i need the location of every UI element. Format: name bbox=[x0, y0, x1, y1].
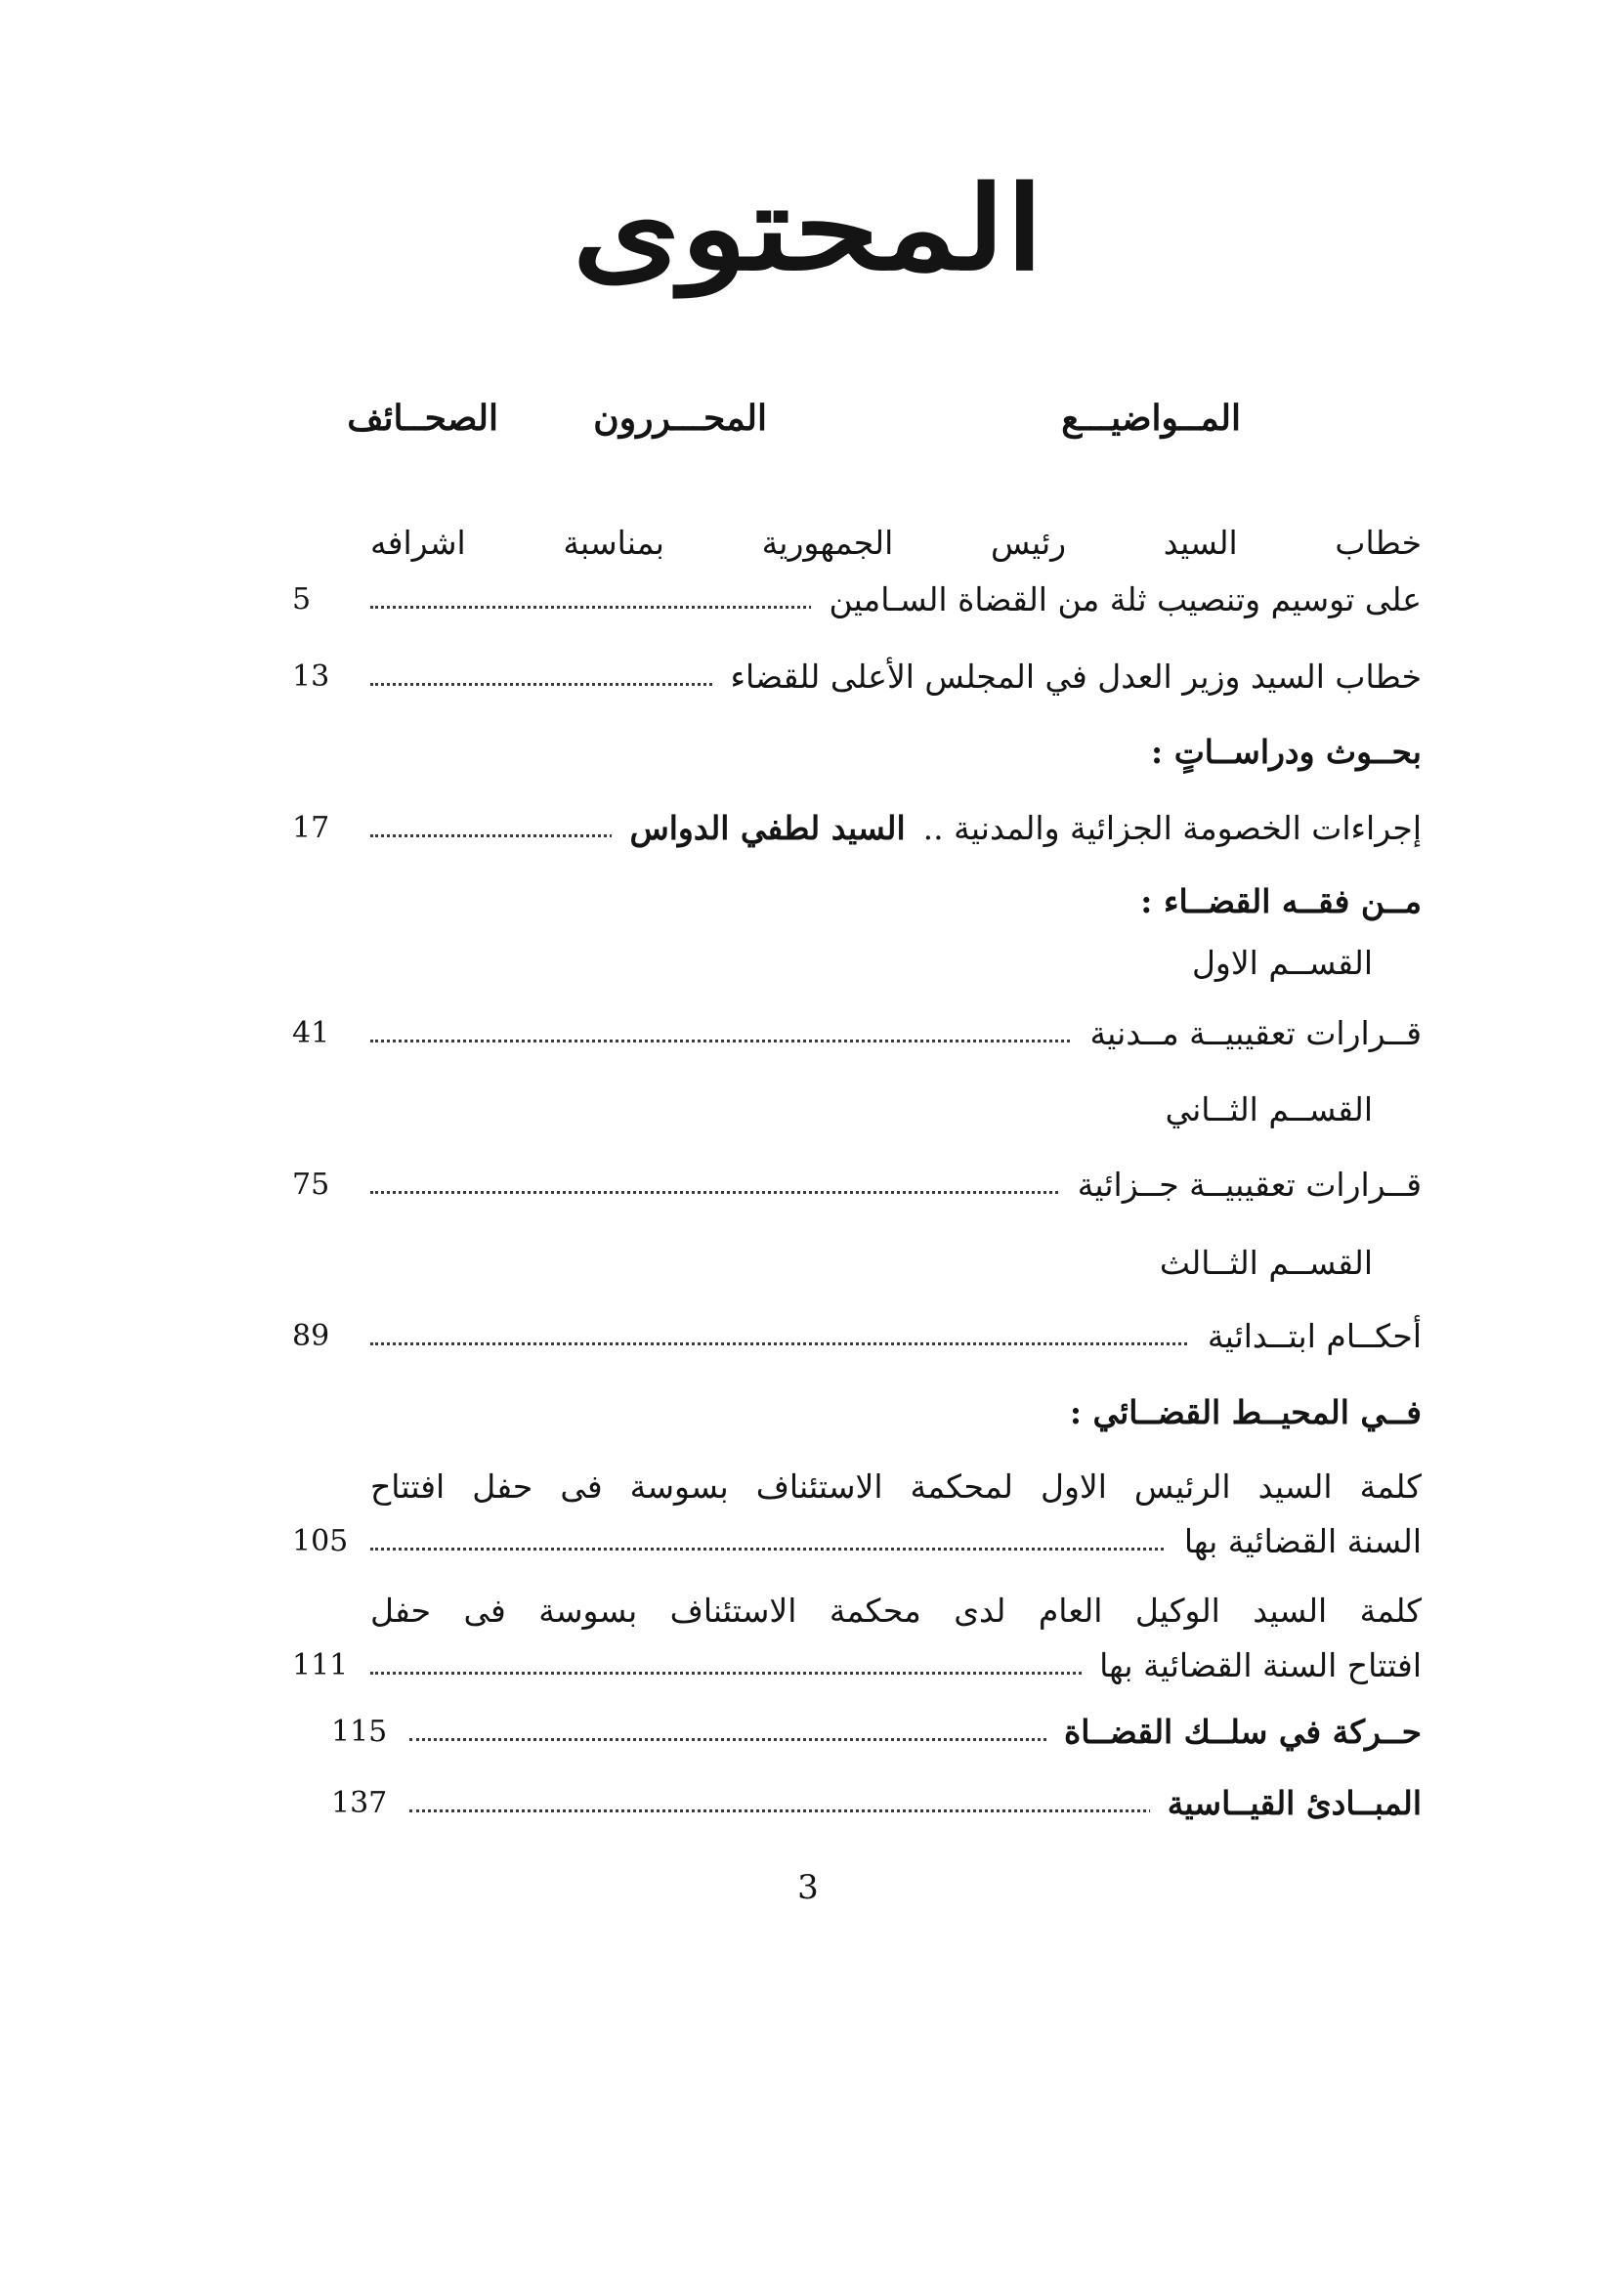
toc-entry-attorney-general-speech-line2 bbox=[293, 1638, 1423, 1693]
entry-text: كلمة السيد الوكيل العام لدى محكمة الاستئناف بسوسة فى حفل bbox=[371, 1592, 1423, 1630]
entry-text: كلمة السيد الرئيس الاول لمحكمة الاستئناف بسوسة فى حفل افتتاح bbox=[371, 1467, 1423, 1506]
page-ref: 13 bbox=[293, 659, 331, 694]
entry-title: إجراءات الخصومة الجزائية والمدنية .. bbox=[923, 809, 1423, 847]
entry-text: أحكــام ابتــدائية bbox=[1191, 1309, 1423, 1364]
toc-entry-procedures bbox=[293, 801, 1423, 856]
toc-heading-judicial-environment bbox=[371, 1385, 1423, 1440]
entry-text: على توسيم وتنصيب ثلة من القضاة السـامين bbox=[812, 573, 1423, 627]
entry-text: قــرارات تعقيبيــة جــزائية bbox=[1061, 1158, 1423, 1212]
page-ref: 111 bbox=[293, 1648, 350, 1682]
section-heading: بحــوث ودراســاتٍ : bbox=[1134, 725, 1423, 780]
page-ref: 75 bbox=[293, 1168, 331, 1202]
toc-subsection-part-three bbox=[371, 1236, 1423, 1291]
toc-entry-civil-decisions bbox=[293, 1006, 1423, 1061]
toc-entry-standard-principles bbox=[332, 1776, 1423, 1831]
toc-entry-president-speech-line2 bbox=[293, 573, 1423, 627]
subsection-label: القســم الثــاني bbox=[1149, 1083, 1374, 1137]
toc-entry-attorney-general-speech-line1 bbox=[371, 1584, 1423, 1638]
entry-text bbox=[613, 801, 1423, 856]
entry-text: المبــادئ القيــاسية bbox=[1151, 1776, 1423, 1831]
column-header-pages: الصحــائف bbox=[348, 398, 499, 439]
section-heading: مــن فقــه القضــاء : bbox=[1124, 874, 1423, 929]
toc-entry-criminal-decisions bbox=[293, 1158, 1423, 1212]
entry-text: خطاب السيد وزير العدل في المجلس الأعلى للقضاء bbox=[713, 650, 1423, 704]
toc-subsection-part-one bbox=[371, 936, 1423, 991]
page-number: 3 bbox=[798, 1868, 820, 1907]
toc-entry-justice-minister-speech bbox=[293, 650, 1423, 704]
page-ref: 5 bbox=[293, 582, 313, 617]
toc-heading-research bbox=[371, 725, 1423, 780]
toc-subsection-part-two bbox=[371, 1083, 1423, 1137]
subsection-label: القســم الاول bbox=[1175, 936, 1374, 991]
page-ref: 105 bbox=[293, 1524, 350, 1558]
section-heading: فــي المحيــط القضــائي : bbox=[1053, 1385, 1423, 1440]
entry-text: افتتاح السنة القضائية بها bbox=[1083, 1638, 1423, 1693]
entry-text: خطاب السيد رئيس الجمهورية بمناسبة اشرافه bbox=[371, 524, 1423, 562]
toc-entry-first-president-speech-line2 bbox=[293, 1514, 1423, 1569]
page-ref: 115 bbox=[332, 1715, 389, 1749]
page-ref: 89 bbox=[293, 1319, 331, 1353]
column-header-editors: المحـــررون bbox=[594, 398, 768, 439]
entry-text: حــركة في سلــك القضــاة bbox=[1047, 1705, 1423, 1760]
page-ref: 17 bbox=[293, 811, 331, 845]
toc-entry-president-speech-line1 bbox=[371, 516, 1423, 571]
page-ref: 137 bbox=[332, 1786, 389, 1820]
page-ref: 41 bbox=[293, 1016, 331, 1050]
toc-entry-first-president-speech-line1 bbox=[371, 1460, 1423, 1514]
toc-entry-first-instance-rulings bbox=[293, 1309, 1423, 1364]
entry-author: السيد لطفي الدواس bbox=[630, 809, 907, 847]
page-title: المحتوى bbox=[573, 160, 1045, 296]
entry-text: السنة القضائية بها bbox=[1168, 1514, 1423, 1569]
toc-entry-judiciary-movement bbox=[332, 1705, 1423, 1760]
subsection-label: القســم الثــالث bbox=[1143, 1236, 1374, 1291]
entry-text: قــرارات تعقيبيــة مــدنية bbox=[1073, 1006, 1423, 1061]
column-header-subjects: المــواضيـــع bbox=[1062, 398, 1242, 439]
toc-heading-jurisprudence bbox=[371, 874, 1423, 929]
